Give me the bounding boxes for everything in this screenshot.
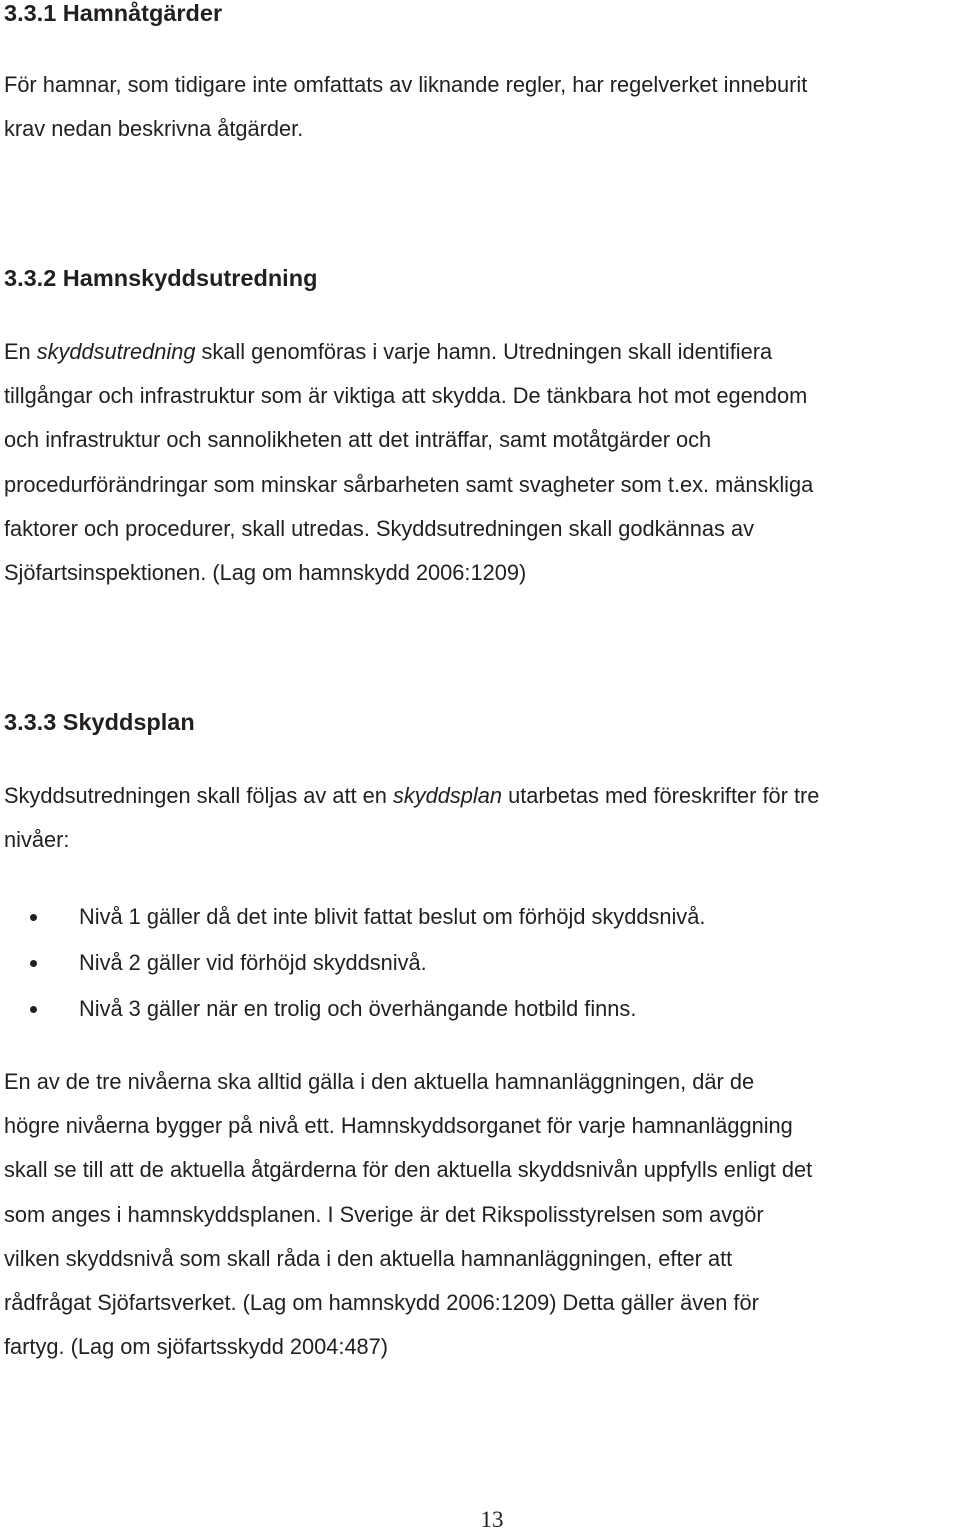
- bullet-icon: [30, 960, 37, 967]
- paragraph-line: skall se till att de aktuella åtgärderna för den aktuella skyddsnivån uppfylls enligt det: [4, 1157, 813, 1183]
- paragraph-line: procedurförändringar som minskar sårbarheten samt svagheter som t.ex. mänskliga: [4, 471, 814, 497]
- paragraph-hamnatgarder: [4, 63, 807, 151]
- paragraph-line: Skyddsutredningen skall följas av att en skyddsplan utarbetas med föreskrifter för tre: [4, 783, 820, 808]
- bullet-icon: [30, 1006, 37, 1013]
- section-heading-3-3-1: 3.3.1 Hamnåtgärder: [4, 0, 223, 26]
- paragraph-line: En av de tre nivåerna ska alltid gälla i den aktuella hamnanläggningen, där de: [4, 1069, 755, 1094]
- paragraph-line: fartyg. (Lag om sjöfartsskydd 2004:487): [4, 1334, 389, 1360]
- paragraph-line: rådfrågat Sjöfartsverket. (Lag om hamnskydd 2006:1209) Detta gäller även för: [4, 1290, 759, 1316]
- section-heading-3-3-3: 3.3.3 Skyddsplan: [4, 709, 195, 735]
- paragraph-line: högre nivåerna bygger på nivå ett. Hamnskyddsorganet för varje hamnanläggning: [4, 1113, 793, 1139]
- paragraph-line: tillgångar och infrastruktur som är viktiga att skydda. De tänkbara hot mot egendom: [4, 383, 808, 409]
- paragraph-line: faktorer och procedurer, skall utredas. Skyddsutredningen skall godkännas av: [4, 515, 755, 541]
- paragraph-line: Sjöfartsinspektionen. (Lag om hamnskydd 2006:1209): [4, 560, 527, 586]
- paragraph-line: För hamnar, som tidigare inte omfattats av liknande regler, har regelverket inneburit: [4, 72, 808, 97]
- emphasis-term: skyddsutredning: [36, 339, 196, 364]
- paragraph-skyddsplan-intro: [4, 774, 819, 862]
- paragraph-line: krav nedan beskrivna åtgärder.: [4, 116, 304, 142]
- paragraph-line: En skyddsutredning skall genomföras i varje hamn. Utredningen skall identifiera: [4, 339, 773, 364]
- paragraph-line: som anges i hamnskyddsplanen. I Sverige är det Rikspolisstyrelsen som avgör: [4, 1201, 764, 1227]
- page-number: 13: [480, 1507, 504, 1532]
- paragraph-line: vilken skyddsnivå som skall råda i den aktuella hamnanläggningen, efter att: [4, 1245, 733, 1271]
- emphasis-term: skyddsplan: [392, 783, 503, 808]
- paragraph-hamnskyddsutredning: [4, 330, 813, 595]
- paragraph-line: och infrastruktur och sannolikheten att det inträffar, samt motåtgärder och: [4, 427, 712, 453]
- bullet-icon: [30, 914, 37, 921]
- section-heading-3-3-2: 3.3.2 Hamnskyddsutredning: [4, 265, 318, 291]
- paragraph-skyddsplan-closing: [4, 1060, 812, 1369]
- paragraph-line: nivåer:: [4, 827, 70, 853]
